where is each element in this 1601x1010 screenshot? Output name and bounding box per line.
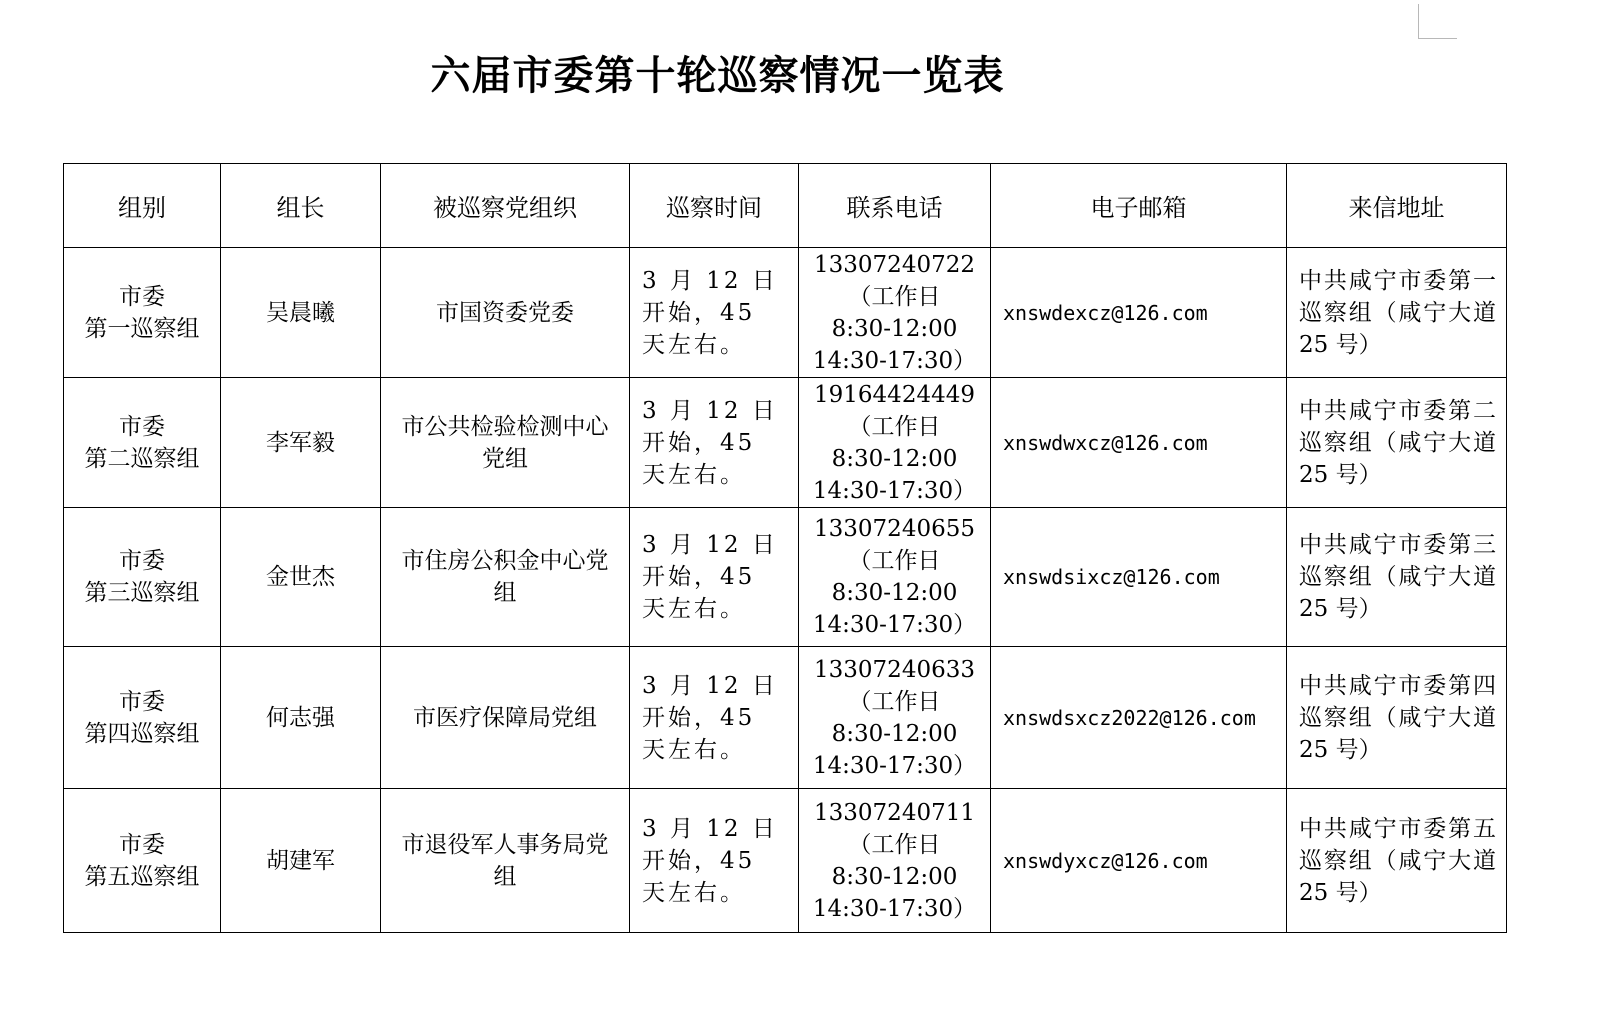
group-line1: 市委 (119, 413, 165, 440)
email-cell: xnswdsxcz2022@126.com (991, 647, 1287, 789)
group-line2: 第二巡察组 (84, 445, 200, 472)
hours-morning: 8:30-12:00 (831, 580, 958, 606)
phone-cell (799, 248, 991, 378)
address-cell: 中共咸宁市委第一巡察组（咸宁大道 25 号） (1287, 248, 1507, 378)
hours-label: （工作日 (848, 548, 941, 574)
hours-afternoon: 14:30-17:30） (812, 477, 977, 504)
header-leader: 组长 (221, 164, 381, 248)
organization-cell: 市住房公积金中心党组 (381, 508, 630, 647)
group-cell (64, 647, 221, 789)
hours-morning: 8:30-12:00 (831, 720, 958, 747)
address-cell: 中共咸宁市委第二巡察组（咸宁大道 25 号） (1287, 378, 1507, 508)
hours-label: （工作日 (848, 831, 941, 858)
table-row (64, 647, 1507, 789)
group-cell (64, 508, 221, 647)
phone-cell (799, 378, 991, 508)
email-cell: xnswdexcz@126.com (991, 248, 1287, 378)
table-row (64, 508, 1507, 647)
organization-cell: 市医疗保障局党组 (381, 647, 630, 789)
page-corner-mark (1418, 4, 1457, 39)
organization-cell: 市公共检验检测中心党组 (381, 378, 630, 508)
leader-cell: 李军毅 (221, 378, 381, 508)
table-header-row (64, 164, 1507, 248)
page-title: 六届市委第十轮巡察情况一览表 (430, 52, 1005, 99)
header-time: 巡察时间 (630, 164, 799, 248)
phone-number: 13307240655 (814, 516, 975, 542)
hours-afternoon: 14:30-17:30） (812, 612, 977, 638)
group-line2: 第四巡察组 (84, 720, 200, 747)
hours-afternoon: 14:30-17:30） (812, 895, 977, 922)
group-line2: 第一巡察组 (84, 315, 200, 342)
time-cell: 3 月 12 日开始，45 天左右。 (630, 508, 799, 647)
phone-cell (799, 647, 991, 789)
leader-cell: 胡建军 (221, 789, 381, 933)
email-cell: xnswdsixcz@126.com (991, 508, 1287, 647)
hours-morning: 8:30-12:00 (831, 445, 958, 472)
address-cell: 中共咸宁市委第五巡察组（咸宁大道 25 号） (1287, 789, 1507, 933)
phone-cell (799, 789, 991, 933)
hours-label: （工作日 (848, 283, 941, 310)
phone-cell (799, 508, 991, 647)
leader-cell: 何志强 (221, 647, 381, 789)
group-cell (64, 248, 221, 378)
phone-number: 13307240722 (814, 251, 975, 278)
inspection-table (63, 163, 1507, 933)
group-line1: 市委 (119, 688, 165, 715)
leader-cell: 金世杰 (221, 508, 381, 647)
address-cell: 中共咸宁市委第三巡察组（咸宁大道 25 号） (1287, 508, 1507, 647)
phone-number: 13307240711 (814, 799, 975, 826)
table-row (64, 248, 1507, 378)
group-cell (64, 789, 221, 933)
phone-number: 13307240633 (814, 656, 975, 683)
phone-number: 19164424449 (814, 381, 975, 408)
group-line2: 第三巡察组 (84, 580, 200, 606)
group-line1: 市委 (119, 283, 165, 310)
hours-morning: 8:30-12:00 (831, 863, 958, 890)
hours-afternoon: 14:30-17:30） (812, 752, 977, 779)
organization-cell: 市国资委党委 (381, 248, 630, 378)
email-cell: xnswdwxcz@126.com (991, 378, 1287, 508)
leader-cell: 吴晨曦 (221, 248, 381, 378)
time-cell: 3 月 12 日开始，45 天左右。 (630, 647, 799, 789)
organization-cell: 市退役军人事务局党组 (381, 789, 630, 933)
time-cell: 3 月 12 日开始，45 天左右。 (630, 789, 799, 933)
header-phone: 联系电话 (799, 164, 991, 248)
group-line1: 市委 (119, 548, 165, 574)
header-organization: 被巡察党组织 (381, 164, 630, 248)
hours-label: （工作日 (848, 413, 941, 440)
group-line1: 市委 (119, 831, 165, 858)
time-cell: 3 月 12 日开始，45 天左右。 (630, 248, 799, 378)
hours-label: （工作日 (848, 688, 941, 715)
email-cell: xnswdyxcz@126.com (991, 789, 1287, 933)
header-email: 电子邮箱 (991, 164, 1287, 248)
hours-afternoon: 14:30-17:30） (812, 347, 977, 374)
address-cell: 中共咸宁市委第四巡察组（咸宁大道 25 号） (1287, 647, 1507, 789)
header-address: 来信地址 (1287, 164, 1507, 248)
table-row (64, 378, 1507, 508)
header-group: 组别 (64, 164, 221, 248)
group-cell (64, 378, 221, 508)
hours-morning: 8:30-12:00 (831, 315, 958, 342)
group-line2: 第五巡察组 (84, 863, 200, 890)
time-cell: 3 月 12 日开始，45 天左右。 (630, 378, 799, 508)
table-row (64, 789, 1507, 933)
